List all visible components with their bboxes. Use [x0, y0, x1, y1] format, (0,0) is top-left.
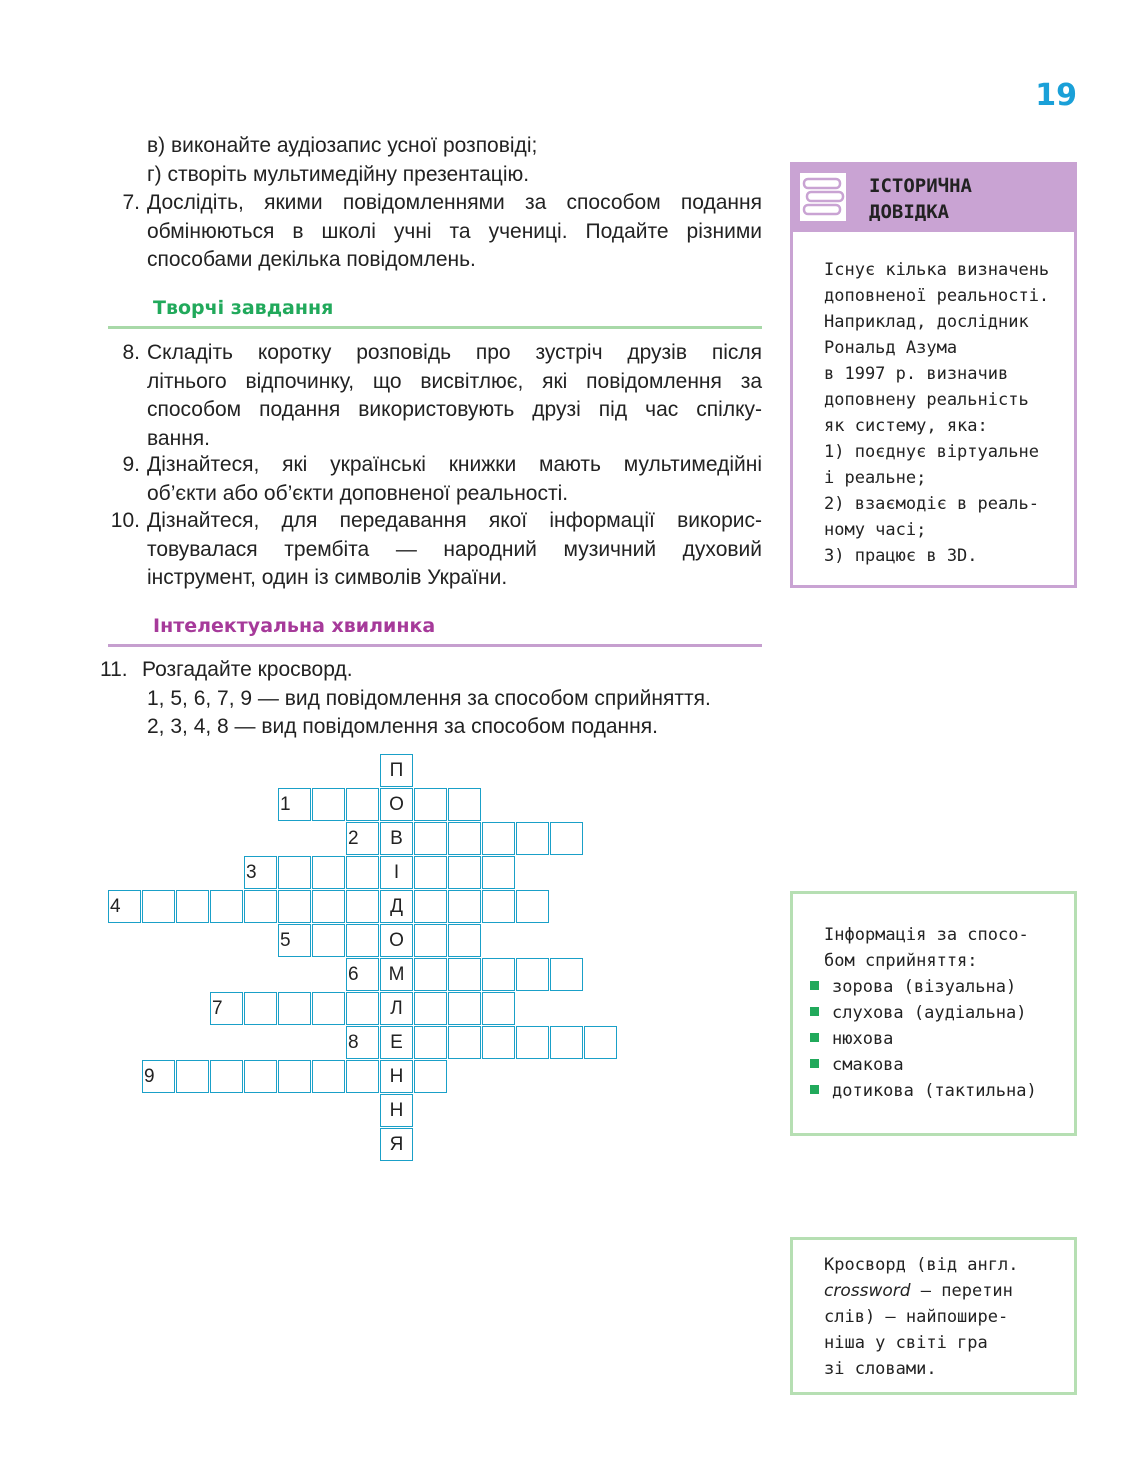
- task-text-line: інструмент, один із символів України.: [147, 566, 508, 589]
- task-11-clue-1: 1, 5, 6, 7, 9 — вид повідомлення за способом сприйняття.: [147, 687, 711, 710]
- crossword-cell[interactable]: [210, 1060, 243, 1093]
- intro-line-v: в) виконайте аудіозапис усної розповіді;: [147, 134, 538, 157]
- note-line: 1) поєднує віртуальне: [824, 442, 1039, 462]
- crossword-cell[interactable]: [346, 924, 379, 957]
- crossword-cell[interactable]: [142, 890, 175, 923]
- note-line: в 1997 р. визначив: [824, 364, 1009, 384]
- crossword-cell[interactable]: [482, 856, 515, 889]
- task-number: 9.: [122, 453, 140, 476]
- crossword-key-cell[interactable]: [380, 958, 413, 991]
- crossword-key-cell[interactable]: [380, 754, 413, 787]
- perception-list: [810, 974, 1037, 1104]
- crossword-cell[interactable]: [482, 822, 515, 855]
- crossword-cell[interactable]: [346, 1060, 379, 1093]
- crossword-cell[interactable]: [312, 890, 345, 923]
- crossword-cell[interactable]: [278, 1060, 311, 1093]
- note-line-rest: — перетин: [910, 1281, 1013, 1301]
- task-text-line: об’єкти або об’єкти доповненої реальності.: [147, 481, 569, 505]
- crossword-cell[interactable]: [482, 958, 515, 991]
- task-number: 7.: [122, 191, 140, 214]
- creative-divider: [108, 326, 762, 329]
- square-bullet-icon: [810, 1033, 819, 1042]
- crossword-cell[interactable]: [550, 958, 583, 991]
- note-line: [824, 1278, 1018, 1304]
- note-line: Існує кілька визначень: [824, 260, 1050, 280]
- crossword-cell[interactable]: [448, 890, 481, 923]
- task-number: 8.: [122, 341, 140, 364]
- crossword-cell[interactable]: [346, 822, 379, 855]
- crossword-key-letter: Е: [390, 1032, 403, 1053]
- crossword-note-box: [790, 1237, 1077, 1395]
- task-text-line: способами декілька повідомлень.: [147, 248, 476, 271]
- crossword-clue-number: 3: [246, 862, 257, 883]
- crossword-cell[interactable]: [414, 958, 447, 991]
- crossword-cell[interactable]: [448, 958, 481, 991]
- crossword-cell[interactable]: [346, 788, 379, 821]
- note-line: 2) взаємодіє в реаль-: [824, 494, 1039, 514]
- perception-info-box: [790, 891, 1077, 1136]
- note-line: і реальне;: [824, 468, 927, 488]
- historical-note-body: [824, 257, 1049, 569]
- crossword-cell[interactable]: [414, 856, 447, 889]
- crossword-note-text: [824, 1252, 1018, 1382]
- crossword-cell[interactable]: [312, 992, 345, 1025]
- task-11-clue-2: 2, 3, 4, 8 — вид повідомлення за способом подання.: [147, 715, 658, 738]
- crossword-key-cell[interactable]: [380, 788, 413, 821]
- crossword-cell[interactable]: [414, 890, 447, 923]
- note-line: слів) — найпошире-: [824, 1307, 1009, 1327]
- list-item: [810, 1026, 1037, 1052]
- info-line: Інформація за спосо-: [824, 925, 1029, 945]
- crossword-cell[interactable]: [312, 1060, 345, 1093]
- crossword-cell[interactable]: [414, 822, 447, 855]
- note-line: доповнену реальність: [824, 390, 1029, 410]
- list-item: [810, 974, 1037, 1000]
- crossword-clue-number: 5: [280, 930, 291, 951]
- task-text-line: Складіть коротку розповідь про зустріч друзів після: [147, 341, 762, 364]
- crossword-key-letter: Д: [390, 896, 403, 917]
- list-item-label: зорова (візуальна): [832, 977, 1017, 997]
- crossword-clue-number: 7: [212, 998, 223, 1019]
- crossword-key-letter: О: [389, 794, 404, 815]
- task-text-line: обмінюються в школі учні та учениці. Подайте різними: [147, 219, 762, 243]
- list-item: [810, 1000, 1037, 1026]
- task-text-line: Дізнайтеся, які українські книжки мають мультимедійні: [147, 453, 762, 476]
- list-item-label: смакова: [832, 1055, 904, 1075]
- crossword-cell[interactable]: [278, 890, 311, 923]
- note-line: 3) працює в 3D.: [824, 546, 978, 566]
- crossword-cell[interactable]: [448, 1026, 481, 1059]
- title-line: ДОВІДКА: [869, 201, 950, 223]
- crossword-cell[interactable]: [448, 856, 481, 889]
- crossword-cell[interactable]: [176, 1060, 209, 1093]
- crossword-key-letter: М: [388, 964, 405, 985]
- crossword-cell[interactable]: [448, 822, 481, 855]
- crossword-cell[interactable]: [448, 788, 481, 821]
- crossword-key-letter: Л: [390, 998, 403, 1019]
- list-item-label: нюхова: [832, 1029, 894, 1049]
- list-item-label: дотикова (тактильна): [832, 1081, 1037, 1101]
- task-text-line: Дослідіть, якими повідомленнями за способом подання: [147, 191, 762, 214]
- crossword-cell[interactable]: [516, 1026, 549, 1059]
- list-item: [810, 1052, 1037, 1078]
- crossword-clue-number: 6: [348, 964, 359, 985]
- crossword-cell[interactable]: [482, 890, 515, 923]
- crossword-cell[interactable]: [482, 1026, 515, 1059]
- crossword-key-cell[interactable]: [380, 992, 413, 1025]
- crossword-cell[interactable]: [244, 890, 277, 923]
- crossword-key-cell[interactable]: [380, 1026, 413, 1059]
- crossword-cell[interactable]: [210, 992, 243, 1025]
- crossword-cell[interactable]: [346, 856, 379, 889]
- crossword-cell[interactable]: [346, 1026, 379, 1059]
- crossword-key-letter: Н: [389, 1066, 404, 1087]
- crossword-key-letter: О: [389, 930, 404, 951]
- crossword-cell[interactable]: [312, 924, 345, 957]
- info-line: бом сприйняття:: [824, 951, 978, 971]
- crossword-key-cell[interactable]: [380, 822, 413, 855]
- crossword-cell[interactable]: [244, 992, 277, 1025]
- crossword-cell[interactable]: [312, 788, 345, 821]
- crossword-cell[interactable]: [278, 924, 311, 957]
- task-11-text: Розгадайте кросворд.: [142, 658, 353, 681]
- historical-note-title: [869, 173, 972, 225]
- note-line: ніша у світі гра: [824, 1333, 988, 1353]
- crossword-cell[interactable]: [482, 992, 515, 1025]
- crossword-cell[interactable]: [414, 924, 447, 957]
- crossword-cell[interactable]: [550, 822, 583, 855]
- crossword-key-letter: П: [389, 760, 404, 781]
- page-number: 19: [1035, 78, 1077, 113]
- note-line: зі словами.: [824, 1359, 937, 1379]
- historical-note-header: [793, 165, 1074, 232]
- crossword-cell[interactable]: [414, 1060, 447, 1093]
- crossword-key-letter: Н: [389, 1100, 404, 1121]
- crossword-cell[interactable]: [414, 992, 447, 1025]
- crossword-cell[interactable]: [312, 856, 345, 889]
- crossword-cell[interactable]: [346, 992, 379, 1025]
- crossword-cell[interactable]: [414, 788, 447, 821]
- crossword-key-letter: В: [390, 828, 403, 849]
- crossword-cell[interactable]: [244, 856, 277, 889]
- note-line: Рональд Азума: [824, 338, 958, 358]
- creative-tasks-title: Творчі завдання: [153, 297, 334, 319]
- crossword-cell[interactable]: [516, 890, 549, 923]
- crossword-clue-number: 4: [110, 896, 121, 917]
- crossword-clue-number: 2: [348, 828, 359, 849]
- crossword-clue-number: 8: [348, 1032, 359, 1053]
- crossword-cell[interactable]: [584, 1026, 617, 1059]
- intellect-divider: [108, 644, 762, 647]
- books-icon: [799, 172, 847, 222]
- list-item: [810, 1078, 1037, 1104]
- crossword-cell[interactable]: [142, 1060, 175, 1093]
- crossword-cell[interactable]: [516, 822, 549, 855]
- note-line: Кросворд (від англ.: [824, 1255, 1019, 1275]
- crossword-cell[interactable]: [414, 1026, 447, 1059]
- note-line: Наприклад, дослідник: [824, 312, 1029, 332]
- crossword-key-letter: І: [393, 862, 400, 883]
- intro-line-g: г) створіть мультимедійну презентацію.: [147, 163, 530, 186]
- task-text-line: Дізнайтеся, для передавання якої інформації викорис-: [147, 509, 762, 532]
- perception-info-text: [824, 922, 1037, 1104]
- note-line: ному часі;: [824, 520, 927, 540]
- title-line: ІСТОРИЧНА: [869, 175, 972, 197]
- task-11-number: 11.: [100, 658, 128, 681]
- task-text-line: літнього відпочинку, що висвітлює, які повідомлення за: [147, 369, 762, 393]
- crossword-key-cell[interactable]: [380, 1060, 413, 1093]
- crossword-key-cell[interactable]: [380, 890, 413, 923]
- crossword-cell[interactable]: [550, 1026, 583, 1059]
- crossword-key-cell[interactable]: [380, 1094, 413, 1127]
- square-bullet-icon: [810, 1059, 819, 1068]
- crossword-key-cell[interactable]: [380, 1128, 413, 1161]
- crossword-cell[interactable]: [108, 890, 141, 923]
- crossword-cell[interactable]: [278, 856, 311, 889]
- historical-note-box: [790, 162, 1077, 588]
- crossword-cell[interactable]: [448, 924, 481, 957]
- crossword-cell[interactable]: [278, 788, 311, 821]
- crossword-key-cell[interactable]: [380, 924, 413, 957]
- crossword-clue-number: 1: [280, 794, 291, 815]
- crossword-key-letter: Я: [389, 1134, 404, 1155]
- crossword-cell[interactable]: [210, 890, 243, 923]
- crossword-cell[interactable]: [244, 1060, 277, 1093]
- note-line: як систему, яка:: [824, 416, 988, 436]
- task-number: 10.: [110, 509, 140, 532]
- square-bullet-icon: [810, 981, 819, 990]
- task-text-line: вання.: [147, 426, 210, 450]
- crossword-key-cell[interactable]: [380, 856, 413, 889]
- intellect-minute-title: Інтелектуальна хвилинка: [153, 615, 436, 637]
- task-text-line: способом подання використовують друзі під час спілку-: [147, 398, 762, 421]
- crossword-cell[interactable]: [448, 992, 481, 1025]
- crossword-clue-number: 9: [144, 1066, 155, 1087]
- crossword-cell[interactable]: [346, 890, 379, 923]
- crossword-cell[interactable]: [278, 992, 311, 1025]
- square-bullet-icon: [810, 1007, 819, 1016]
- note-italic-word: crossword: [824, 1281, 911, 1301]
- crossword-cell[interactable]: [346, 958, 379, 991]
- task-text-line: товувалася трембіта — народний музичний духовий: [147, 537, 762, 561]
- crossword-cell[interactable]: [516, 958, 549, 991]
- square-bullet-icon: [810, 1085, 819, 1094]
- note-line: доповненої реальності.: [824, 286, 1050, 306]
- list-item-label: слухова (аудіальна): [832, 1003, 1027, 1023]
- crossword-cell[interactable]: [176, 890, 209, 923]
